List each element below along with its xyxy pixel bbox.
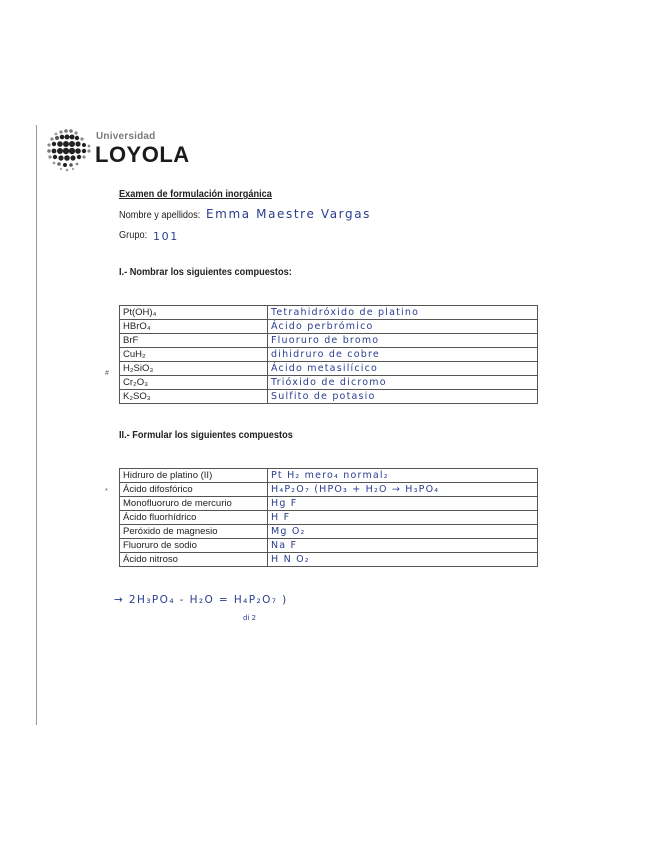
- formula-cell: BrF: [120, 334, 268, 348]
- name-label: Nombre y apellidos:: [119, 210, 201, 221]
- table-row: [120, 348, 538, 362]
- handwritten-di-note: di 2: [243, 614, 257, 622]
- name-cell: Monofluoruro de mercurio: [120, 497, 268, 511]
- name-cell: Peróxido de magnesio: [120, 525, 268, 539]
- group-value: 101: [153, 230, 179, 243]
- table-row: [120, 497, 538, 511]
- formula-cell: Pt(OH)₄: [120, 306, 268, 320]
- university-logo: [46, 128, 206, 172]
- section2-margin-mark: *: [105, 488, 108, 495]
- table-row: [120, 553, 538, 567]
- logo-dots-icon: [46, 128, 92, 172]
- answer-cell: Ácido perbrómico: [268, 320, 538, 334]
- section1-table: [119, 305, 538, 404]
- table-row: [120, 376, 538, 390]
- exam-title: Examen de formulación inorgánica: [119, 189, 272, 200]
- logo-loyola-text: LOYOLA: [95, 142, 190, 167]
- logo-university-text: Universidad: [96, 131, 156, 142]
- answer-cell: Ácido metasilícico: [268, 362, 538, 376]
- formula-cell: HBrO₄: [120, 320, 268, 334]
- name-cell: Hidruro de platino (II): [120, 469, 268, 483]
- name-cell: Fluoruro de sodio: [120, 539, 268, 553]
- answer-cell: Trióxido de dicromo: [268, 376, 538, 390]
- formula-cell: K₂SO₃: [120, 390, 268, 404]
- formula-cell: Cr₂O₃: [120, 376, 268, 390]
- name-cell: Ácido nitroso: [120, 553, 268, 567]
- answer-cell: dihidruro de cobre: [268, 348, 538, 362]
- table-row: [120, 362, 538, 376]
- formula-cell: H₂SiO₃: [120, 362, 268, 376]
- section1-title: I.- Nombrar los siguientes compuestos:: [119, 267, 292, 278]
- table-row: [120, 390, 538, 404]
- table-row: [120, 334, 538, 348]
- answer-cell: H₄P₂O₇ (HPO₃ + H₂O → H₃PO₄: [268, 483, 538, 497]
- answer-cell: Na F: [268, 539, 538, 553]
- answer-cell: Sulfito de potasio: [268, 390, 538, 404]
- margin-line: [36, 125, 37, 725]
- section2-title: II.- Formular los siguientes compuestos: [119, 430, 293, 441]
- handwritten-equation-note: → 2H₃PO₄ - H₂O = H₄P₂O₇ ): [114, 594, 288, 606]
- name-value: Emma Maestre Vargas: [206, 207, 372, 221]
- answer-cell: Hg F: [268, 497, 538, 511]
- answer-cell: Mg O₂: [268, 525, 538, 539]
- table-row: [120, 320, 538, 334]
- table-row: [120, 469, 538, 483]
- table-row: [120, 483, 538, 497]
- group-label: Grupo:: [119, 230, 148, 241]
- formula-cell: CuH₂: [120, 348, 268, 362]
- answer-cell: Fluoruro de bromo: [268, 334, 538, 348]
- answer-cell: H F: [268, 511, 538, 525]
- section1-margin-mark: #: [105, 370, 109, 377]
- name-cell: Ácido difosfórico: [120, 483, 268, 497]
- answer-cell: H N O₂: [268, 553, 538, 567]
- table-row: [120, 525, 538, 539]
- answer-cell: Tetrahidróxido de platino: [268, 306, 538, 320]
- table-row: [120, 306, 538, 320]
- table-row: [120, 511, 538, 525]
- table-row: [120, 539, 538, 553]
- section2-table: [119, 468, 538, 567]
- name-cell: Ácido fluorhídrico: [120, 511, 268, 525]
- answer-cell: Pt H₂ mero₄ normal₂: [268, 469, 538, 483]
